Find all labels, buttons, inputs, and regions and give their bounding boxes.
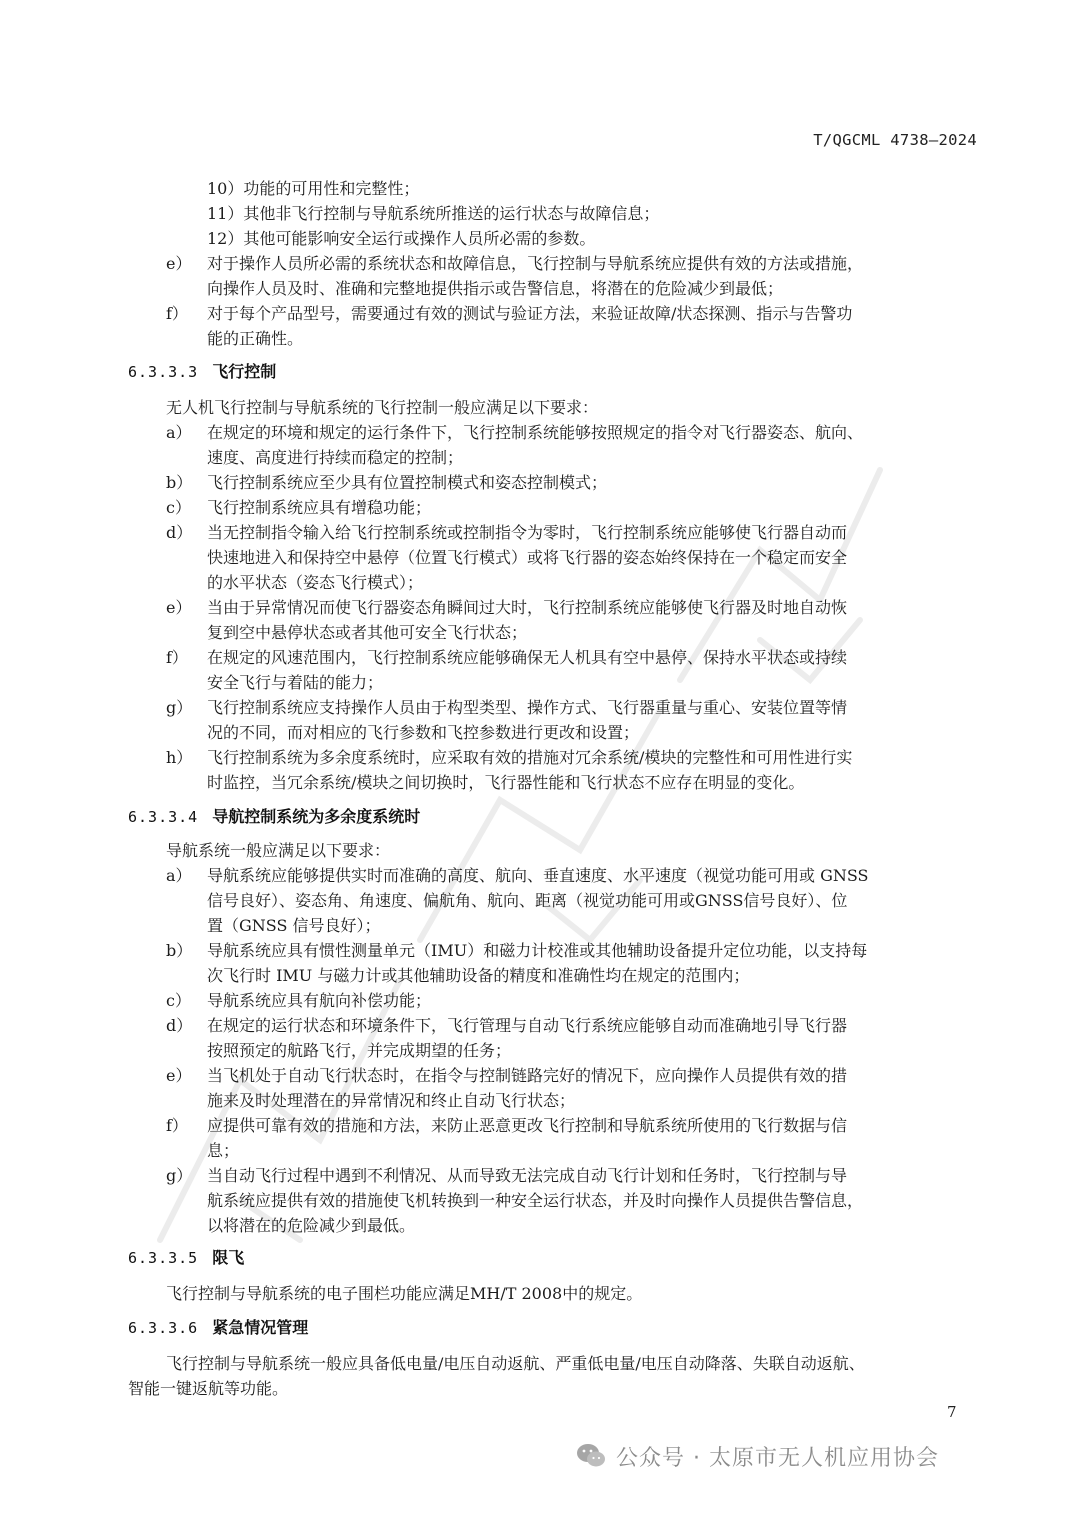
list-label: a） xyxy=(166,866,192,885)
list-item-line: 速度、高度进行持续而稳定的控制； xyxy=(207,448,464,467)
list-item-line: 当飞机处于自动飞行状态时，在指令与控制链路完好的情况下，应向操作人员提供有效的措 xyxy=(207,1066,848,1085)
list-item-line: 按照预定的航路飞行，并完成期望的任务； xyxy=(207,1041,512,1060)
list-item-line: 置（GNSS 信号良好）； xyxy=(207,916,381,935)
list-item-line: 在规定的运行状态和环境条件下，飞行管理与自动飞行系统应能够自动而准确地引导飞行器 xyxy=(207,1016,848,1035)
source-footer xyxy=(576,1436,939,1476)
list-item-line: 导航系统应具有航向补偿功能； xyxy=(207,991,432,1010)
list-item-line: 施来及时处理潜在的异常情况和终止自动飞行状态； xyxy=(207,1091,576,1110)
list-label: b） xyxy=(166,941,193,960)
list-item-line: 应提供可靠有效的措施和方法，来防止恶意更改飞行控制和导航系统所使用的飞行数据与信 xyxy=(207,1116,848,1135)
section-heading xyxy=(128,361,276,383)
list-item: 11）其他非飞行控制与导航系统所推送的运行状态与故障信息； xyxy=(207,204,660,223)
footer-source-text: 公众号 · 太原市无人机应用协会 xyxy=(616,1445,939,1471)
list-item-line: 导航系统应能够提供实时而准确的高度、航向、垂直速度、水平速度（视觉功能可用或 GNSS xyxy=(207,866,869,885)
list-item-line: 飞行控制系统为多余度系统时，应采取有效的措施对冗余系统/模块的完整性和可用性进行实 xyxy=(207,748,853,767)
list-label: c） xyxy=(166,498,191,517)
section-title: 飞行控制 xyxy=(212,362,277,381)
list-item-line: 信号良好）、姿态角、角速度、偏航角、航向、距离（视觉功能可用或GNSS信号良好）、位 xyxy=(207,891,848,910)
list-label: f） xyxy=(166,1116,188,1135)
section-text-line: 飞行控制与导航系统一般应具备低电量/电压自动返航、严重低电量/电压自动降落、失联自动返航、 xyxy=(166,1354,865,1373)
list-item: 12）其他可能影响安全运行或操作人员所必需的参数。 xyxy=(207,229,596,248)
section-number: 6.3.3.5 xyxy=(128,1249,199,1267)
list-item-line: 在规定的环境和规定的运行条件下，飞行控制系统能够按照规定的指令对飞行器姿态、航向、 xyxy=(207,423,864,442)
list-item-line: 复到空中悬停状态或者其他可安全飞行状态； xyxy=(207,623,528,642)
list-item-line: 航系统应提供有效的措施使飞机转换到一种安全运行状态，并及时向操作人员提供告警信息， xyxy=(207,1191,864,1210)
list-label: f） xyxy=(166,648,188,667)
list-item-line: 能的正确性。 xyxy=(207,329,304,348)
section-title: 紧急情况管理 xyxy=(212,1318,309,1337)
list-item: 10）功能的可用性和完整性； xyxy=(207,179,420,198)
list-item-line: 况的不同，而对相应的飞行参数和飞控参数进行更改和设置； xyxy=(207,723,640,742)
section-text-line: 智能一键返航等功能。 xyxy=(128,1379,289,1398)
document-id: T/QGCML 4738—2024 xyxy=(813,131,977,149)
section-title: 导航控制系统为多余度系统时 xyxy=(212,807,421,826)
list-item-line: 飞行控制系统应至少具有位置控制模式和姿态控制模式； xyxy=(207,473,608,492)
list-item-line: 当由于异常情况而使飞行器姿态角瞬间过大时，飞行控制系统应能够使飞行器及时地自动恢 xyxy=(207,598,848,617)
section-heading xyxy=(128,1317,308,1339)
list-label: d） xyxy=(166,523,193,542)
list-label: e） xyxy=(166,254,192,273)
list-label: e） xyxy=(166,598,192,617)
list-item-line: 对于操作人员所必需的系统状态和故障信息，飞行控制与导航系统应提供有效的方法或措施， xyxy=(207,254,864,273)
list-item-line: 向操作人员及时、准确和完整地提供指示或告警信息，将潜在的危险减少到最低； xyxy=(207,279,784,298)
list-item-line: 安全飞行与着陆的能力； xyxy=(207,673,384,692)
section-intro: 导航系统一般应满足以下要求： xyxy=(166,841,391,860)
list-item-line: 当自动飞行过程中遇到不利情况、从而导致无法完成自动飞行计划和任务时，飞行控制与导 xyxy=(207,1166,848,1185)
list-item-line: 飞行控制系统应支持操作人员由于构型类型、操作方式、飞行器重量与重心、安装位置等情 xyxy=(207,698,848,717)
list-item-line: 飞行控制系统应具有增稳功能； xyxy=(207,498,432,517)
section-number: 6.3.3.4 xyxy=(128,808,199,826)
section-heading xyxy=(128,1247,244,1269)
section-title: 限飞 xyxy=(212,1248,245,1267)
list-item-line: 快速地进入和保持空中悬停（位置飞行模式）或将飞行器的姿态始终保持在一个稳定而安全 xyxy=(207,548,848,567)
list-label: d） xyxy=(166,1016,193,1035)
wechat-icon xyxy=(576,1443,606,1469)
list-item-line: 的水平状态（姿态飞行模式）； xyxy=(207,573,424,592)
list-label: c） xyxy=(166,991,191,1010)
list-label: g） xyxy=(166,698,193,717)
list-item-line: 以将潜在的危险减少到最低。 xyxy=(207,1216,416,1235)
list-item-line: 时监控，当冗余系统/模块之间切换时，飞行器性能和飞行状态不应存在明显的变化。 xyxy=(207,773,805,792)
list-item-line: 对于每个产品型号，需要通过有效的测试与验证方法，来验证故障/状态探测、指示与告警功 xyxy=(207,304,853,323)
list-item-line: 息； xyxy=(207,1141,240,1160)
section-number: 6.3.3.6 xyxy=(128,1319,199,1337)
list-label: e） xyxy=(166,1066,192,1085)
list-item-line: 当无控制指令输入给飞行控制系统或控制指令为零时，飞行控制系统应能够使飞行器自动而 xyxy=(207,523,848,542)
section-text: 飞行控制与导航系统的电子围栏功能应满足MH/T 2008中的规定。 xyxy=(166,1284,643,1303)
list-label: h） xyxy=(166,748,193,767)
list-label: f） xyxy=(166,304,188,323)
list-label: g） xyxy=(166,1166,193,1185)
list-item-line: 次飞行时 IMU 与磁力计或其他辅助设备的精度和准确性均在规定的范围内； xyxy=(207,966,750,985)
list-item-line: 导航系统应具有惯性测量单元（IMU）和磁力计校准或其他辅助设备提升定位功能，以支持每 xyxy=(207,941,868,960)
page-number: 7 xyxy=(947,1403,957,1421)
section-number: 6.3.3.3 xyxy=(128,363,199,381)
section-intro: 无人机飞行控制与导航系统的飞行控制一般应满足以下要求： xyxy=(166,398,599,417)
list-item-line: 在规定的风速范围内，飞行控制系统应能够确保无人机具有空中悬停、保持水平状态或持续 xyxy=(207,648,848,667)
section-heading xyxy=(128,806,420,828)
list-label: a） xyxy=(166,423,192,442)
list-label: b） xyxy=(166,473,193,492)
